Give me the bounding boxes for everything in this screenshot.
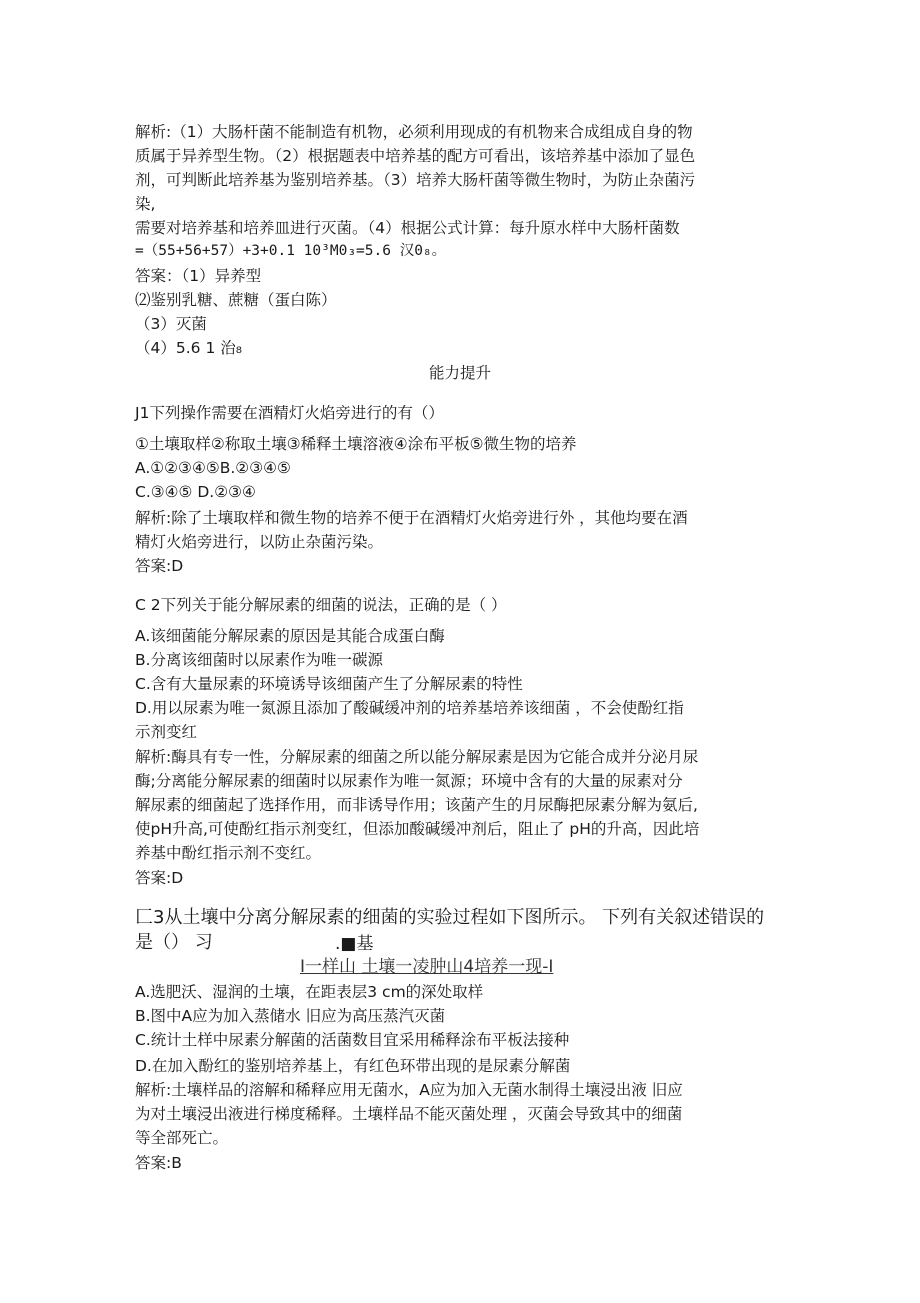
analysis-line: 解析:除了土壤取样和微生物的培养不便于在酒精灯火焰旁进行外 ，其他均要在酒 bbox=[135, 509, 688, 527]
analysis-line: 质属于异养型生物。（2）根据题表中培养基的配方可看出，该培养基中添加了显色 bbox=[135, 147, 696, 165]
analysis-line: 解尿素的细菌起了选择作用，而非诱导作用；该菌产生的月尿酶把尿素分解为氨后, bbox=[135, 796, 698, 814]
question-1-items: ①土壤取样②称取土壤③稀释土壤溶液④涂布平板⑤微生物的培养 bbox=[135, 435, 577, 453]
answer-line: ⑵鉴别乳糖、蔗糖（蛋白陈） bbox=[135, 291, 337, 309]
section-title: 能力提升 bbox=[428, 364, 491, 382]
question-3-option: C.统计土样中尿素分解菌的活菌数目宜采用稀释涂布平板法接种 bbox=[135, 1031, 570, 1049]
answer-line: （4）5.6 1 治₈ bbox=[135, 339, 242, 357]
question-3-option: D.在加入酚红的鉴别培养基上，有红色环带出现的是尿素分解菌 bbox=[135, 1057, 571, 1075]
analysis-line: 解析:酶具有专一性，分解尿素的细菌之所以能分解尿素是因为它能合成并分泌月尿 bbox=[135, 748, 699, 766]
answer-line: （3）灭菌 bbox=[135, 315, 207, 333]
process-diagram-label: .■基 bbox=[335, 934, 374, 954]
analysis-line: 酶;分离能分解尿素的细菌时以尿素作为唯一氮源；环境中含有的大量的尿素对分 bbox=[135, 772, 683, 790]
analysis-line: 使pH升高,可使酚红指示剂变红，但添加酸碱缓冲剂后，阻止了 pH的升高，因此培 bbox=[135, 820, 700, 838]
analysis-line: 养基中酚红指示剂不变红。 bbox=[135, 844, 322, 862]
question-1-option: A.①②③④⑤B.②③④⑤ bbox=[135, 459, 291, 477]
answer: 答案:B bbox=[135, 1154, 182, 1172]
question-2: C 2下列关于能分解尿素的细菌的说法，正确的是（ ） bbox=[135, 596, 507, 614]
answer-label: 答案：（1）异养型 bbox=[135, 267, 262, 285]
analysis-line: 等全部死亡。 bbox=[135, 1129, 229, 1147]
question-1: J1下列操作需要在酒精灯火焰旁进行的有（） bbox=[135, 404, 444, 422]
analysis-formula: =（55+56+57）+3+0.1 10³M0₃=5.6 汉0₈。 bbox=[135, 243, 447, 259]
analysis-line: 染, bbox=[135, 195, 156, 213]
analysis-line: 解析:土壤样品的溶解和稀释应用无菌水，A应为加入无菌水制得土壤浸出液 旧应 bbox=[135, 1081, 683, 1099]
question-3: 匚3从土壤中分离分解尿素的细菌的实验过程如下图所示。 下列有关叙述错误的 bbox=[135, 907, 765, 928]
question-1-option: C.③④⑤ D.②③④ bbox=[135, 483, 256, 501]
question-2-option: A.该细菌能分解尿素的原因是其能合成蛋白酶 bbox=[135, 627, 445, 645]
analysis-line: 为对土壤浸出液进行梯度稀释。土壤样品不能灭菌处理 ，灭菌会导致其中的细菌 bbox=[135, 1105, 683, 1123]
answer: 答案:D bbox=[135, 869, 184, 887]
analysis-line: 解析:（1）大肠杆菌不能制造有机物，必须利用现成的有机物来合成组成自身的物 bbox=[135, 123, 693, 141]
process-diagram-flow: I一样山 土壤一凌肿山4培养一现-I bbox=[300, 957, 554, 977]
answer: 答案:D bbox=[135, 557, 184, 575]
question-3-option: B.图中A应为加入蒸储水 旧应为高压蒸汽灭菌 bbox=[135, 1007, 446, 1025]
question-3-continued: 是（） 习 bbox=[135, 932, 213, 953]
analysis-line: 需要对培养基和培养皿进行灭菌。（4）根据公式计算：每升原水样中大肠杆菌数 bbox=[135, 219, 680, 237]
question-3-option: A.选肥沃、湿润的土壤，在距表层3 cm的深处取样 bbox=[135, 983, 484, 1001]
analysis-line: 精灯火焰旁进行，以防止杂菌污染。 bbox=[135, 533, 384, 551]
question-2-option: C.含有大量尿素的环境诱导该细菌产生了分解尿素的特性 bbox=[135, 675, 523, 693]
question-2-option: B.分离该细菌时以尿素作为唯一碳源 bbox=[135, 651, 384, 669]
analysis-line: 剂，可判断此培养基为鉴别培养基。（3）培养大肠杆菌等微生物时，为防止杂菌污 bbox=[135, 171, 696, 189]
question-2-option: D.用以尿素为唯一氮源且添加了酸碱缓冲剂的培养基培养该细菌 ，不会使酚红指 bbox=[135, 699, 684, 717]
question-2-option: 示剂变红 bbox=[135, 723, 198, 741]
